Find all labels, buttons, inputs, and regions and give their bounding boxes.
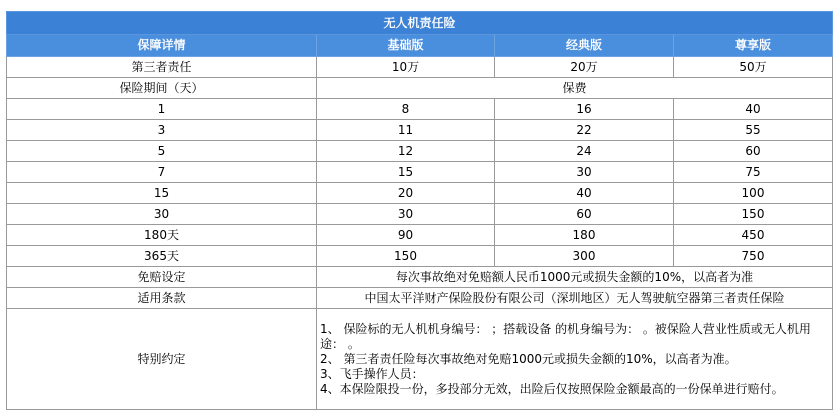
deductible-value: 每次事故绝对免赔额人民币1000元或损失金额的10%，以高者为准 — [317, 267, 833, 288]
special-term-line: 4、本保险限投一份，多投部分无效，出险后仅按照保险金额最高的一份保单进行赔付。 — [320, 381, 784, 396]
table-row — [7, 183, 833, 204]
period-cell: 3 — [7, 120, 317, 141]
title-row — [7, 12, 833, 35]
premium-premium: 55 — [674, 120, 833, 141]
premium-basic: 8 — [317, 99, 495, 120]
premium-classic: 60 — [495, 204, 674, 225]
special-row — [7, 309, 833, 410]
premium-classic: 40 — [495, 183, 674, 204]
table-row — [7, 162, 833, 183]
premium-classic: 300 — [495, 246, 674, 267]
period-cell: 30 — [7, 204, 317, 225]
deductible-label: 免赔设定 — [7, 267, 317, 288]
terms-value: 中国太平洋财产保险股份有限公司（深圳地区）无人驾驶航空器第三者责任保险 — [317, 288, 833, 309]
third-party-premium: 50万 — [674, 57, 833, 78]
premium-basic: 15 — [317, 162, 495, 183]
insurance-table — [6, 11, 833, 410]
premium-basic: 20 — [317, 183, 495, 204]
special-label: 特别约定 — [7, 309, 317, 410]
premium-classic: 180 — [495, 225, 674, 246]
header-basic: 基础版 — [317, 35, 495, 57]
special-term-line: 1、 保险标的无人机机身编号： ；搭载设备 的机身编号为： 。被保险人营业性质或无人机用途： 。 — [320, 321, 811, 351]
premium-premium: 100 — [674, 183, 833, 204]
premium-premium: 750 — [674, 246, 833, 267]
header-classic: 经典版 — [495, 35, 674, 57]
terms-row — [7, 288, 833, 309]
deductible-row — [7, 267, 833, 288]
premium-premium: 60 — [674, 141, 833, 162]
table-row — [7, 141, 833, 162]
premium-classic: 22 — [495, 120, 674, 141]
premium-basic: 150 — [317, 246, 495, 267]
period-cell: 365天 — [7, 246, 317, 267]
period-cell: 1 — [7, 99, 317, 120]
premium-basic: 11 — [317, 120, 495, 141]
period-cell: 15 — [7, 183, 317, 204]
premium-premium: 150 — [674, 204, 833, 225]
special-term-line: 2、 第三者责任险每次事故绝对免赔1000元或损失金额的10%，以高者为准。 — [320, 351, 737, 366]
premium-basic: 30 — [317, 204, 495, 225]
table-title: 无人机责任险 — [7, 12, 833, 35]
table-row — [7, 120, 833, 141]
third-party-classic: 20万 — [495, 57, 674, 78]
header-row — [7, 35, 833, 57]
premium-classic: 24 — [495, 141, 674, 162]
terms-label: 适用条款 — [7, 288, 317, 309]
period-header-row — [7, 78, 833, 99]
table-row — [7, 99, 833, 120]
header-details: 保障详情 — [7, 35, 317, 57]
table-row — [7, 246, 833, 267]
special-term-line: 3、飞手操作人员： — [320, 366, 424, 381]
third-party-basic: 10万 — [317, 57, 495, 78]
period-label: 保险期间（天） — [7, 78, 317, 99]
premium-basic: 90 — [317, 225, 495, 246]
premium-label: 保费 — [317, 78, 833, 99]
special-terms — [317, 309, 833, 410]
premium-premium: 40 — [674, 99, 833, 120]
period-cell: 7 — [7, 162, 317, 183]
period-cell: 5 — [7, 141, 317, 162]
table-row — [7, 204, 833, 225]
header-premium: 尊享版 — [674, 35, 833, 57]
table-row — [7, 225, 833, 246]
premium-classic: 30 — [495, 162, 674, 183]
premium-basic: 12 — [317, 141, 495, 162]
premium-premium: 450 — [674, 225, 833, 246]
third-party-label: 第三者责任 — [7, 57, 317, 78]
period-cell: 180天 — [7, 225, 317, 246]
third-party-row — [7, 57, 833, 78]
premium-premium: 75 — [674, 162, 833, 183]
premium-classic: 16 — [495, 99, 674, 120]
